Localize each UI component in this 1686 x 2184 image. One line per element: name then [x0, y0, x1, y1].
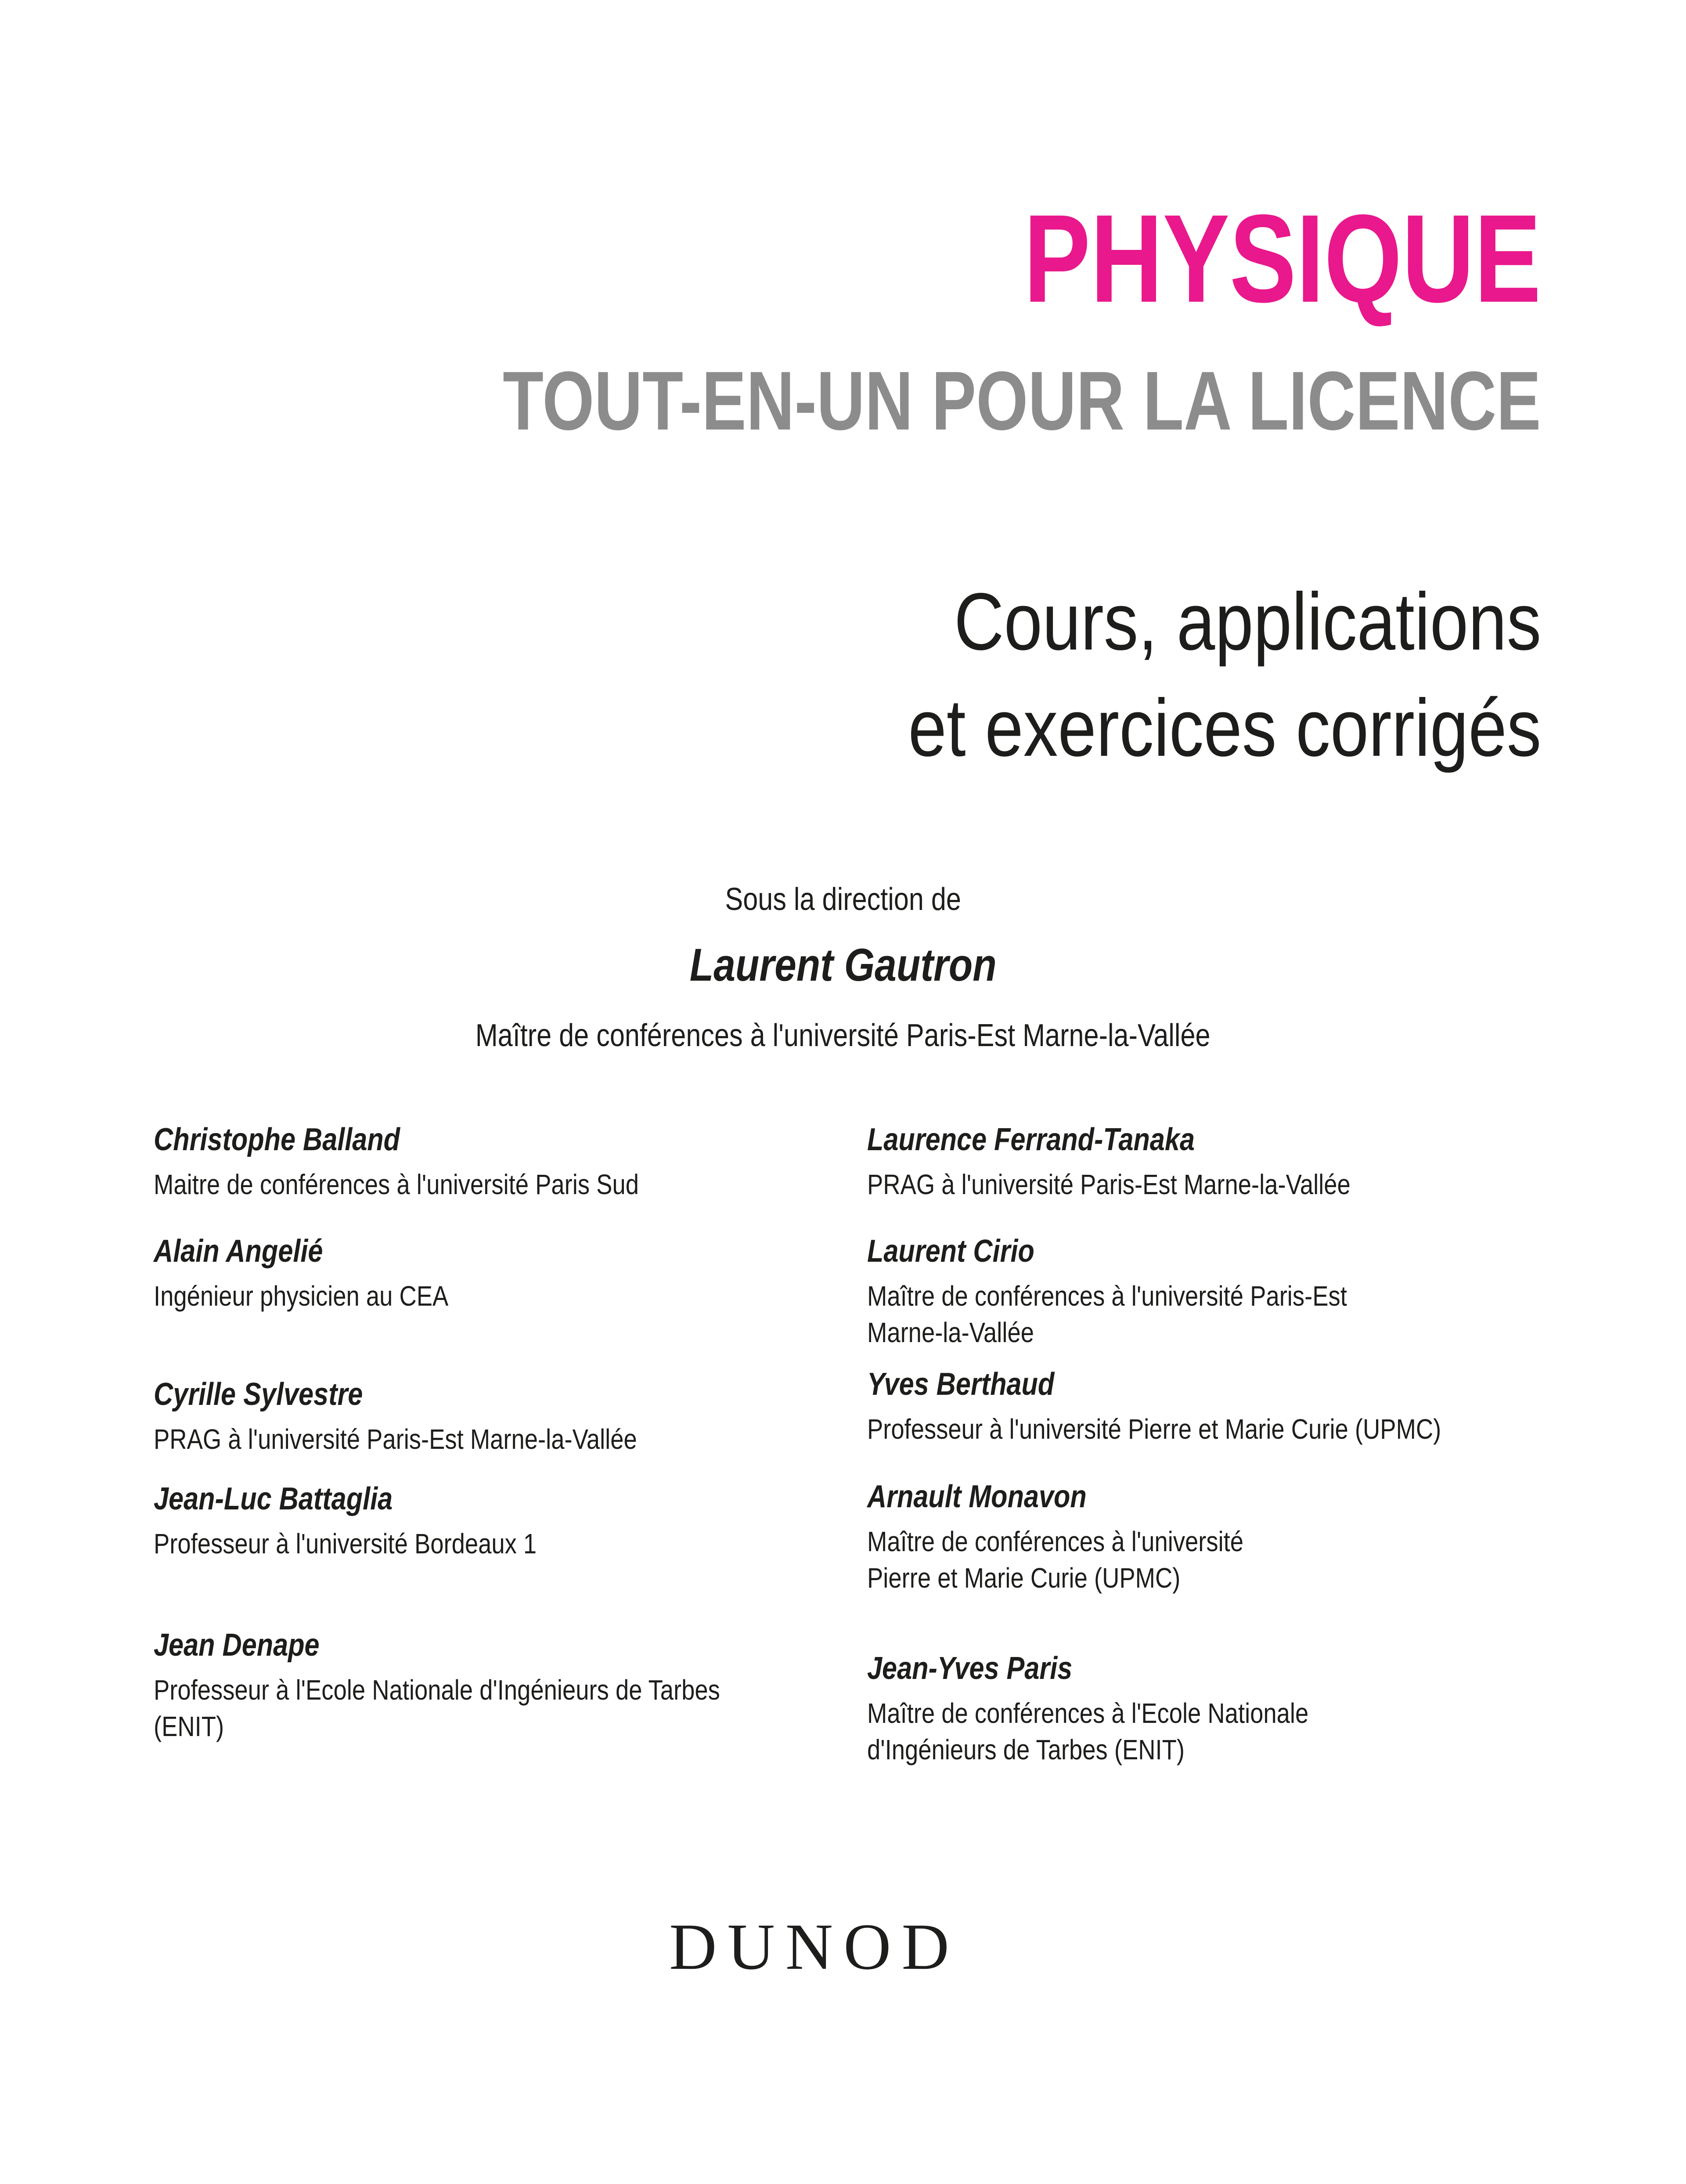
director-name-line [0, 938, 1686, 993]
author-entry [867, 1477, 1686, 1596]
author-name: Arnault Monavon [867, 1479, 1087, 1514]
author-name: Jean-Luc Battaglia [154, 1481, 393, 1516]
author-name: Laurent Cirio [867, 1234, 1034, 1269]
dunod-logo: DUNOD [669, 1910, 960, 1983]
tagline-line-1 [796, 569, 1541, 675]
author-role-line: PRAG à l'université Paris-Est Marne-la-Vallée [867, 1169, 1351, 1200]
author-entry [867, 1649, 1686, 1768]
director-role-line [0, 1017, 1686, 1054]
author-role-line: Maitre de conférences à l'université Paris Sud [154, 1169, 639, 1200]
title-block [243, 189, 1541, 448]
tagline-line-2 [796, 675, 1541, 781]
authors-column-right [867, 1120, 1686, 1768]
author-role-line: d'Ingénieurs de Tarbes (ENIT) [867, 1734, 1185, 1765]
authors-column-left [154, 1120, 867, 1768]
director-role: Maître de conférences à l'université Paris-Est Marne-la-Vallée [476, 1018, 1210, 1054]
author-name: Cyrille Sylvestre [154, 1377, 363, 1412]
author-entry [154, 1625, 867, 1745]
author-role-line: Pierre et Marie Curie (UPMC) [867, 1562, 1181, 1594]
author-name: Jean Denape [154, 1628, 320, 1663]
book-subtitle-heading [243, 354, 1541, 448]
author-entry [867, 1365, 1686, 1448]
direction-label: Sous la direction de [725, 882, 961, 917]
authors-section [154, 1120, 1686, 1768]
author-role-line: Marne-la-Vallée [867, 1317, 1034, 1348]
direction-label-line [0, 881, 1686, 918]
author-entry [867, 1120, 1686, 1203]
author-entry [154, 1120, 867, 1203]
author-role-line: Maître de conférences à l'université Paris-Est [867, 1280, 1347, 1312]
book-title-heading [243, 189, 1541, 329]
author-name: Christophe Balland [154, 1122, 400, 1157]
author-entry [154, 1231, 867, 1314]
author-name: Yves Berthaud [867, 1367, 1055, 1402]
author-name: Alain Angelié [154, 1234, 323, 1269]
author-role-line: Professeur à l'université Pierre et Marie Curie (UPMC) [867, 1413, 1441, 1445]
author-role-line: Professeur à l'Ecole Nationale d'Ingénieurs de Tarbes [154, 1674, 720, 1706]
book-subtitle: TOUT-EN-UN POUR LA LICENCE [503, 354, 1541, 448]
author-role-line: Maître de conférences à l'Ecole Nationale [867, 1697, 1309, 1729]
author-name: Jean-Yves Paris [867, 1651, 1073, 1686]
direction-block [0, 881, 1686, 1055]
author-entry [154, 1375, 867, 1458]
author-role-line: Maître de conférences à l'université [867, 1526, 1244, 1557]
tagline-text-2: et exercices corrigés [908, 683, 1541, 774]
author-entry [867, 1231, 1686, 1351]
tagline-block [796, 569, 1541, 782]
author-role-line: Ingénieur physicien au CEA [154, 1280, 449, 1312]
book-title: PHYSIQUE [1023, 189, 1541, 329]
director-name: Laurent Gautron [689, 939, 997, 991]
author-role-line: PRAG à l'université Paris-Est Marne-la-Vallée [154, 1423, 637, 1455]
author-role-line: Professeur à l'université Bordeaux 1 [154, 1528, 537, 1559]
author-role-line: (ENIT) [154, 1711, 224, 1742]
publisher-logo-block [0, 1910, 1686, 1983]
author-name: Laurence Ferrand-Tanaka [867, 1122, 1195, 1157]
author-entry [154, 1479, 867, 1562]
tagline-text-1: Cours, applications [954, 577, 1541, 667]
